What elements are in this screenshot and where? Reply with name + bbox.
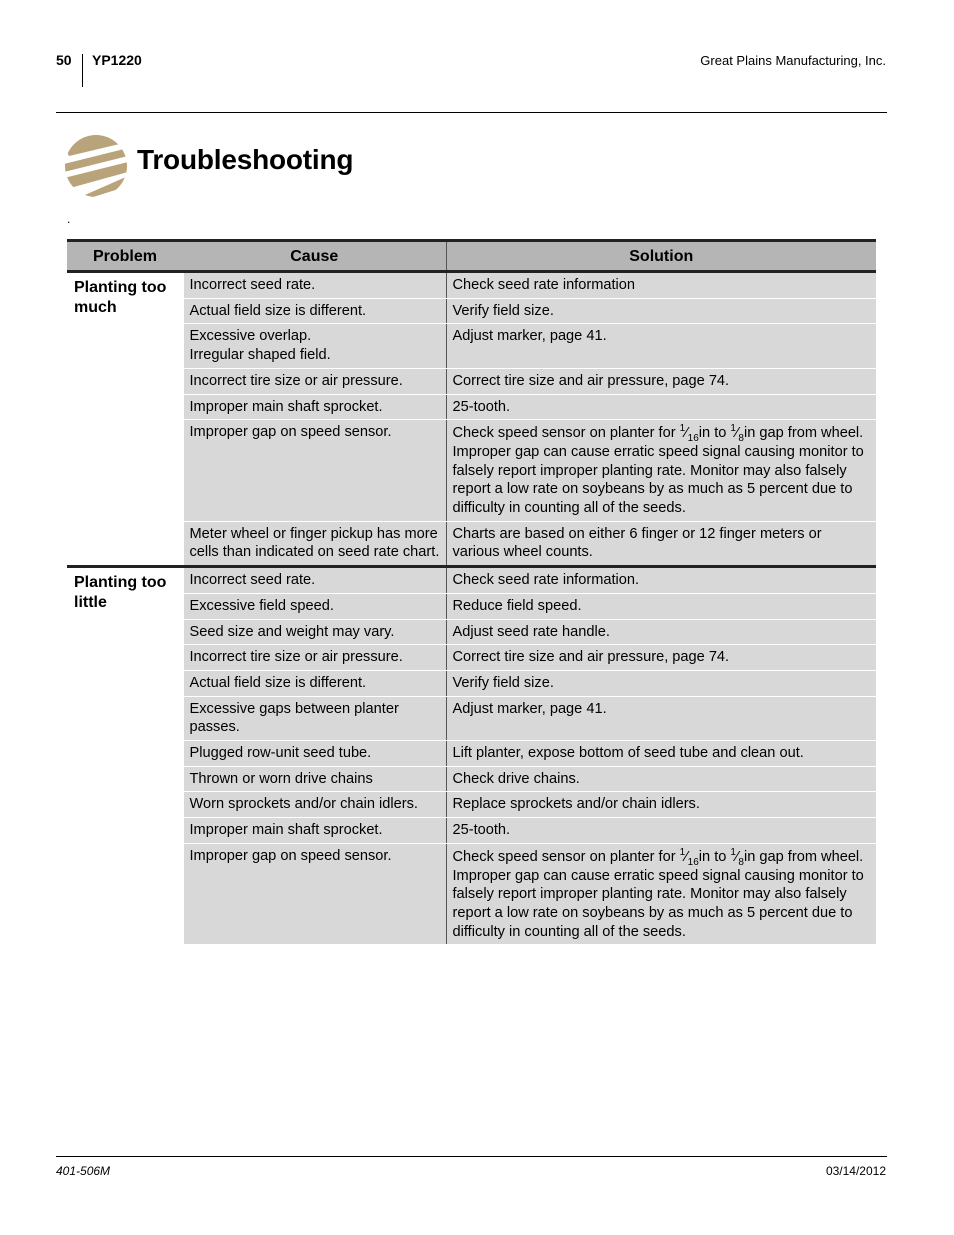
problem-planting-too-much: Planting too much (67, 272, 183, 567)
solution-cell: Check drive chains. (446, 766, 876, 792)
table-row (67, 645, 876, 671)
stray-mark: . (67, 212, 71, 226)
solution-text: Check speed sensor on planter for (452, 848, 680, 865)
striped-circle-logo-icon (64, 134, 128, 198)
cause-cell: Improper gap on speed sensor. (183, 843, 446, 945)
table-row (67, 741, 876, 767)
solution-cell: Check seed rate information. (446, 567, 876, 594)
cause-column-header: Cause (183, 241, 446, 272)
solution-cell: Charts are based on either 6 finger or 12 finger meters or various wheel counts. (446, 521, 876, 566)
table-row (67, 593, 876, 619)
page-title: Troubleshooting (137, 144, 354, 175)
cause-cell: Thrown or worn drive chains (183, 766, 446, 792)
document-date: 03/14/2012 (825, 1164, 886, 1178)
table-row (67, 324, 876, 368)
cause-cell: Improper gap on speed sensor. (183, 420, 446, 522)
table-row (67, 766, 876, 792)
table-row (67, 368, 876, 394)
table-row (67, 298, 876, 324)
cause-cell: Plugged row-unit seed tube. (183, 741, 446, 767)
problem-column-header: Problem (67, 241, 183, 272)
solution-cell: Lift planter, expose bottom of seed tube and clean out. (446, 741, 876, 767)
page-number: 50 (56, 52, 72, 68)
cause-cell (183, 324, 446, 368)
cause-cell: Seed size and weight may vary. (183, 619, 446, 645)
solution-cell: 25-tooth. (446, 818, 876, 844)
fraction-denominator: 16 (687, 433, 699, 445)
solution-cell: Correct tire size and air pressure, page 74. (446, 368, 876, 394)
solution-cell: Check speed sensor on planter for $^1⁄_{16}in$ to $^1⁄_8in$ gap from wheel. Improper gap can cause erratic speed signal causing monitor to falsely report improper planting rate. Monitor may also falsely report a low rate on soybeans by as much as 5 percent due to difficulty in counting all of the seeds. (446, 843, 876, 945)
solution-cell: Adjust marker, page 41. (446, 324, 876, 368)
solution-text: in gap from wheel. Improper gap can cause erratic speed signal causing monitor to falsely report improper planting rate. Monitor may also falsely report a low rate on soybeans by as much as 5 percent due to difficulty in counting all of the seeds. (452, 848, 864, 940)
solution-cell: Correct tire size and air pressure, page 74. (446, 645, 876, 671)
cause-cell: Worn sprockets and/or chain idlers. (183, 792, 446, 818)
cause-cell: Improper main shaft sprocket. (183, 394, 446, 420)
solution-cell: Adjust marker, page 41. (446, 696, 876, 740)
fraction-denominator: 8 (738, 433, 744, 445)
solution-cell: Check speed sensor on planter for $^1⁄_{16}in$ to $^1⁄_8in$ gap from wheel. Improper gap can cause erratic speed signal causing monitor to falsely report improper planting rate. Monitor may also falsely report a low rate on soybeans by as much as 5 percent due to difficulty in counting all of the seeds. (446, 420, 876, 522)
solution-text: in gap from wheel. Improper gap can cause erratic speed signal causing monitor to falsely report improper planting rate. Monitor may also falsely report a low rate on soybeans by as much as 5 percent due to difficulty in counting all of the seeds. (452, 425, 864, 517)
solution-text: Check speed sensor on planter for (452, 425, 680, 442)
header-rule (56, 112, 887, 113)
cause-cell: Incorrect seed rate. (183, 272, 446, 299)
solution-text: in to (698, 848, 731, 865)
table-row (67, 619, 876, 645)
cause-cell: Actual field size is different. (183, 298, 446, 324)
solution-text: in to (698, 425, 731, 442)
table-row (67, 843, 876, 945)
table-row (67, 696, 876, 740)
solution-cell: Verify field size. (446, 670, 876, 696)
cause-line: Irregular shaped field. (189, 347, 331, 364)
cause-cell: Incorrect seed rate. (183, 567, 446, 594)
cause-cell: Incorrect tire size or air pressure. (183, 368, 446, 394)
cause-cell: Actual field size is different. (183, 670, 446, 696)
table-header-row (67, 241, 876, 272)
solution-cell: 25-tooth. (446, 394, 876, 420)
fraction-denominator: 16 (687, 856, 699, 868)
table-row (67, 394, 876, 420)
solution-cell: Check seed rate information (446, 272, 876, 299)
footer-rule (56, 1156, 887, 1157)
cause-cell: Excessive field speed. (183, 593, 446, 619)
table-row (67, 792, 876, 818)
cause-cell: Excessive gaps between planter passes. (183, 696, 446, 740)
fraction-numerator: 1 (730, 423, 736, 435)
cause-cell: Meter wheel or finger pickup has more cells than indicated on seed rate chart. (183, 521, 446, 566)
table-row (67, 420, 876, 522)
model-name: YP1220 (92, 52, 142, 68)
problem-planting-too-little: Planting too little (67, 567, 183, 945)
solution-cell: Adjust seed rate handle. (446, 619, 876, 645)
fraction-numerator: 1 (730, 847, 736, 859)
table-row (67, 818, 876, 844)
table-row (67, 521, 876, 566)
troubleshooting-table (67, 239, 876, 945)
solution-cell: Reduce field speed. (446, 593, 876, 619)
solution-column-header: Solution (446, 241, 876, 272)
cause-line: Excessive overlap. (189, 328, 312, 345)
header-divider (82, 54, 83, 87)
table-row (67, 670, 876, 696)
solution-cell: Verify field size. (446, 298, 876, 324)
document-number: 401-506M (56, 1164, 111, 1178)
cause-cell: Incorrect tire size or air pressure. (183, 645, 446, 671)
fraction-numerator: 1 (679, 423, 686, 435)
company-name: Great Plains Manufacturing, Inc. (700, 53, 886, 68)
fraction-numerator: 1 (679, 847, 686, 859)
table-row (67, 567, 876, 594)
solution-cell: Replace sprockets and/or chain idlers. (446, 792, 876, 818)
table-row (67, 272, 876, 299)
cause-cell: Improper main shaft sprocket. (183, 818, 446, 844)
fraction-denominator: 8 (738, 856, 744, 868)
